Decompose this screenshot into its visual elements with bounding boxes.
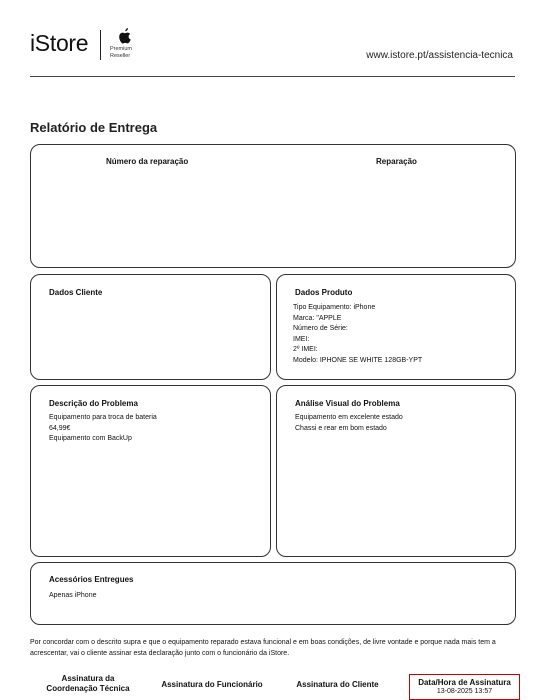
- visual-analysis-lines: [295, 413, 403, 434]
- badge-line-2: Reseller: [110, 52, 131, 59]
- problem-line: Equipamento com BackUp: [49, 435, 132, 442]
- signature-client: Assinatura do Cliente: [296, 680, 379, 689]
- accessory-line: Apenas iPhone: [49, 592, 97, 599]
- premium-reseller-badge: [110, 46, 132, 59]
- visual-line: Equipamento em excelente estado: [295, 414, 403, 421]
- logo-separator: [100, 30, 101, 60]
- client-data-title: Dados Cliente: [49, 288, 103, 297]
- signature-datetime-box: [409, 674, 520, 700]
- product-data-section: [276, 274, 516, 380]
- istore-logo-text: iStore: [30, 30, 89, 56]
- visual-analysis-title: Análise Visual do Problema: [295, 399, 400, 408]
- visual-analysis-section: [276, 385, 516, 557]
- product-line: Marca: "APPLE: [293, 314, 342, 322]
- problem-line: Equipamento para troca de bateria: [49, 414, 157, 421]
- product-data-lines: [293, 303, 422, 366]
- consent-statement: Por concordar com o descrito supra e que o equipamento reparado estava funcional e em boas condições, de livre vontade e porque nada mais tem a acrescentar, vai o cliente assinar esta declaração junto com o funcionário da iStore.: [30, 639, 496, 657]
- document-title: Relatório de Entrega: [30, 120, 158, 135]
- problem-description-section: [30, 385, 271, 557]
- visual-line: Chassi e rear em bom estado: [295, 424, 387, 432]
- repair-label: Reparação: [376, 157, 417, 166]
- product-line: IMEI:: [293, 335, 310, 343]
- site-url: www.istore.pt/assistencia-tecnica: [366, 50, 513, 61]
- accessories-section: [30, 562, 516, 625]
- signature-employee: Assinatura do Funcionário: [161, 680, 263, 689]
- product-line: Número de Série:: [293, 325, 348, 332]
- repair-section: [30, 144, 516, 268]
- problem-description-lines: [49, 413, 157, 445]
- signature-coordination-line-1: Assinatura da: [61, 674, 115, 683]
- signature-coordination-line-2: Coordenação Técnica: [46, 684, 130, 693]
- signature-coordination: [28, 674, 148, 694]
- badge-line-1: Premium: [110, 46, 133, 52]
- product-line: Tipo Equipamento: iPhone: [293, 304, 376, 311]
- accessories-title: Acessórios Entregues: [49, 575, 134, 584]
- signature-datetime-label: Data/Hora de Assinatura: [418, 678, 511, 687]
- repair-number-label: Número da reparação: [106, 157, 189, 166]
- client-data-section: [30, 274, 271, 380]
- product-line: Modelo: IPHONE SE WHITE 128GB-YPT: [293, 356, 423, 364]
- product-line: 2º IMEI:: [293, 346, 318, 353]
- header-divider: [30, 76, 515, 77]
- problem-line: 64,99€: [49, 424, 71, 432]
- product-data-title: Dados Produto: [295, 288, 353, 297]
- apple-logo-icon: [118, 27, 132, 45]
- problem-description-title: Descrição do Problema: [49, 399, 138, 408]
- accessories-lines: [49, 591, 96, 602]
- signature-datetime-value: 13-08-2025 13:57: [436, 688, 493, 695]
